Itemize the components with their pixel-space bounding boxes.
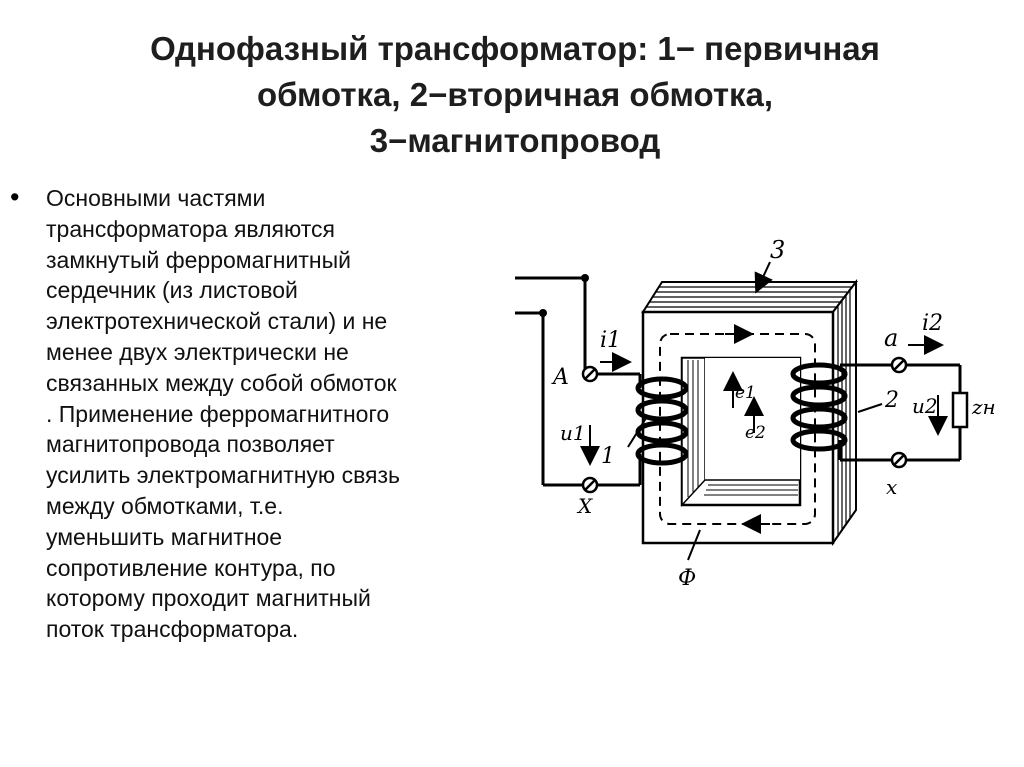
terminal-x (892, 453, 906, 467)
body-line: между обмотками, т.е. (46, 492, 284, 519)
label-e1: e1 (735, 383, 756, 403)
label-u2: u2 (912, 394, 938, 418)
label-winding-1: 1 (601, 444, 615, 469)
bullet-marker: • (10, 182, 20, 212)
terminal-A (583, 367, 597, 381)
label-X: X (578, 494, 593, 518)
body-line: сердечник (из листовой (46, 277, 298, 304)
label-winding-2: 2 (885, 388, 899, 413)
label-load: zн (972, 395, 996, 419)
body-line: которому проходит магнитный (46, 585, 371, 612)
label-e2: e2 (745, 423, 766, 443)
label-A: A (553, 365, 569, 390)
body-line: сопротивление контура, по (46, 554, 336, 581)
label-i2: i2 (922, 311, 944, 336)
body-line: магнитопровода позволяет (46, 431, 335, 458)
label-core-3: 3 (770, 236, 786, 264)
magnetic-core (643, 282, 856, 543)
label-x: x (886, 475, 898, 499)
body-line: электротехнической стали) и не (46, 308, 388, 335)
body-line: Основными частями (46, 185, 266, 211)
label-a: a (884, 324, 899, 352)
label-flux: Ф (678, 566, 697, 591)
terminal-X (583, 478, 597, 492)
body-line: трансформатора являются (46, 215, 335, 242)
body-line: менее двух электрически не (46, 338, 349, 365)
body-line: поток трансформатора. (46, 616, 299, 643)
label-i1: i1 (600, 328, 622, 353)
body-line: уменьшить магнитное (46, 523, 283, 550)
primary-circuit (515, 278, 640, 485)
label-u1: u1 (560, 421, 586, 445)
title-line: 3−магнитопровод (369, 122, 661, 159)
title-line: Однофазный трансформатор: 1− первичная (150, 30, 880, 67)
body-line: усилить электромагнитную связь (46, 462, 401, 489)
body-line: связанных между собой обмоток (46, 369, 397, 396)
body-line: . Применение ферромагнитного (46, 400, 390, 427)
terminal-a (892, 358, 906, 372)
title-line: обмотка, 2−вторичная обмотка, (256, 76, 774, 113)
body-line: замкнутый ферромагнитный (46, 246, 351, 273)
